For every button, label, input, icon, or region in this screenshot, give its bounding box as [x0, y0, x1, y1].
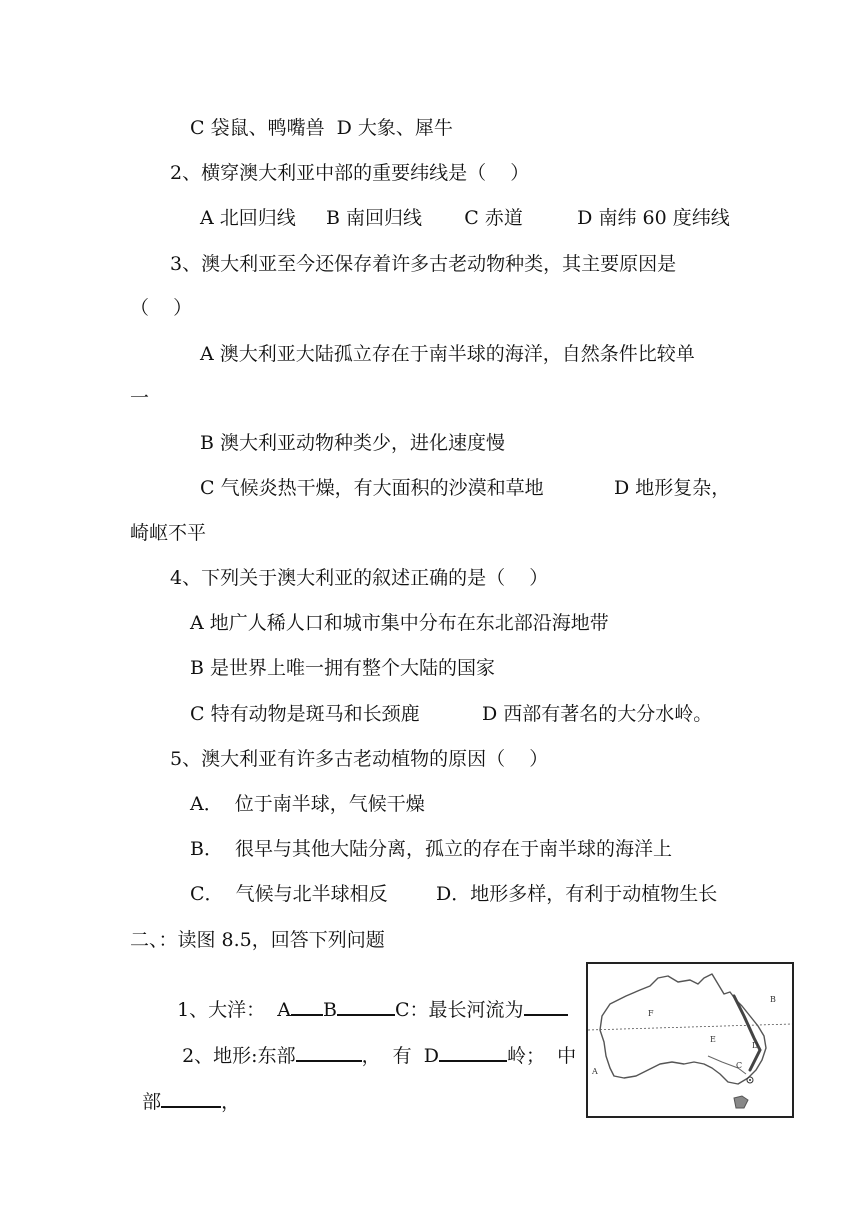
q2-mid: ， 有 D — [361, 1045, 439, 1067]
map-label-d: D — [752, 1041, 759, 1050]
question-3-option-c: C 气候炎热干燥，有大面积的沙漠和草地 — [200, 477, 544, 499]
q1-b: B — [322, 999, 337, 1021]
question-5-option-d: D．地形多样，有利于动植物生长 — [436, 883, 718, 905]
question-4-option-a: A 地广人稀人口和城市集中分布在东北部沿海地带 — [190, 612, 609, 634]
blank-d[interactable] — [439, 1042, 507, 1062]
q1-prefix: 1、大洋： A — [177, 999, 291, 1021]
question-3-option-a: A 澳大利亚大陆孤立存在于南半球的海洋，自然条件比较单 — [200, 343, 695, 365]
blank-a[interactable] — [291, 996, 323, 1016]
mountain-range-d — [734, 996, 760, 1070]
map-label-a: A — [592, 1067, 598, 1076]
question-3-paren: （ ） — [130, 297, 193, 319]
question-2: 2、横穿澳大利亚中部的重要纬线是（ ） — [170, 162, 530, 184]
section-2-heading: 二、：读图 8.5，回答下列问题 — [130, 929, 385, 951]
q2b-suffix: ， — [221, 1091, 241, 1113]
question-3-option-a-cont: 一 — [130, 387, 150, 409]
australia-map — [588, 964, 792, 1116]
question-5-option-b: B． 很早与其他大陆分离，孤立的存在于南半球的海洋上 — [190, 838, 673, 860]
blank-east[interactable] — [296, 1042, 362, 1062]
question-2-options: A 北回归线 B 南回归线 C 赤道 D 南纬 60 度纬线 — [200, 207, 730, 229]
fill-question-2 — [170, 1018, 576, 1068]
question-4: 4、下列关于澳大利亚的叙述正确的是（ ） — [170, 567, 549, 589]
fill-question-1 — [165, 972, 568, 1022]
question-4-option-b: B 是世界上唯一拥有整个大陆的国家 — [190, 657, 496, 679]
question-5: 5、澳大利亚有许多古老动植物的原因（ ） — [170, 748, 549, 770]
tropic-line — [588, 1024, 792, 1030]
question-3-option-d: D 地形复杂， — [614, 477, 731, 499]
q2-prefix: 2、地形:东部 — [182, 1045, 296, 1067]
question-4-option-d: D 西部有著名的大分水岭。 — [482, 703, 713, 725]
blank-b[interactable] — [337, 996, 395, 1016]
map-label-b: B — [770, 995, 776, 1004]
map-label-f: F — [648, 1009, 654, 1018]
question-3-option-b: B 澳大利亚动物种类少，进化速度慢 — [200, 432, 506, 454]
australia-map-figure — [586, 962, 794, 1118]
q2b-prefix: 部 — [142, 1091, 162, 1113]
question-5-option-c: C． 气候与北半球相反 — [190, 883, 388, 905]
map-label-e: E — [710, 1035, 716, 1044]
blank-central[interactable] — [161, 1088, 221, 1108]
question-4-option-c: C 特有动物是斑马和长颈鹿 — [190, 703, 420, 725]
question-3: 3、澳大利亚至今还保存着许多古老动物种类，其主要原因是 — [170, 253, 677, 275]
question-3-option-d-cont: 崎岖不平 — [130, 522, 207, 544]
fill-question-2-cont — [130, 1064, 240, 1114]
q2-suffix: 岭； 中 — [507, 1045, 577, 1067]
question-5-option-a: A． 位于南半球，气候干燥 — [190, 793, 425, 815]
map-label-c: C — [736, 1061, 743, 1070]
blank-river[interactable] — [524, 996, 568, 1016]
text-line: C 袋鼠、鸭嘴兽 D 大象、犀牛 — [190, 117, 453, 139]
q1-c: C：最长河流为 — [394, 999, 524, 1021]
tasmania-outline — [734, 1096, 748, 1108]
